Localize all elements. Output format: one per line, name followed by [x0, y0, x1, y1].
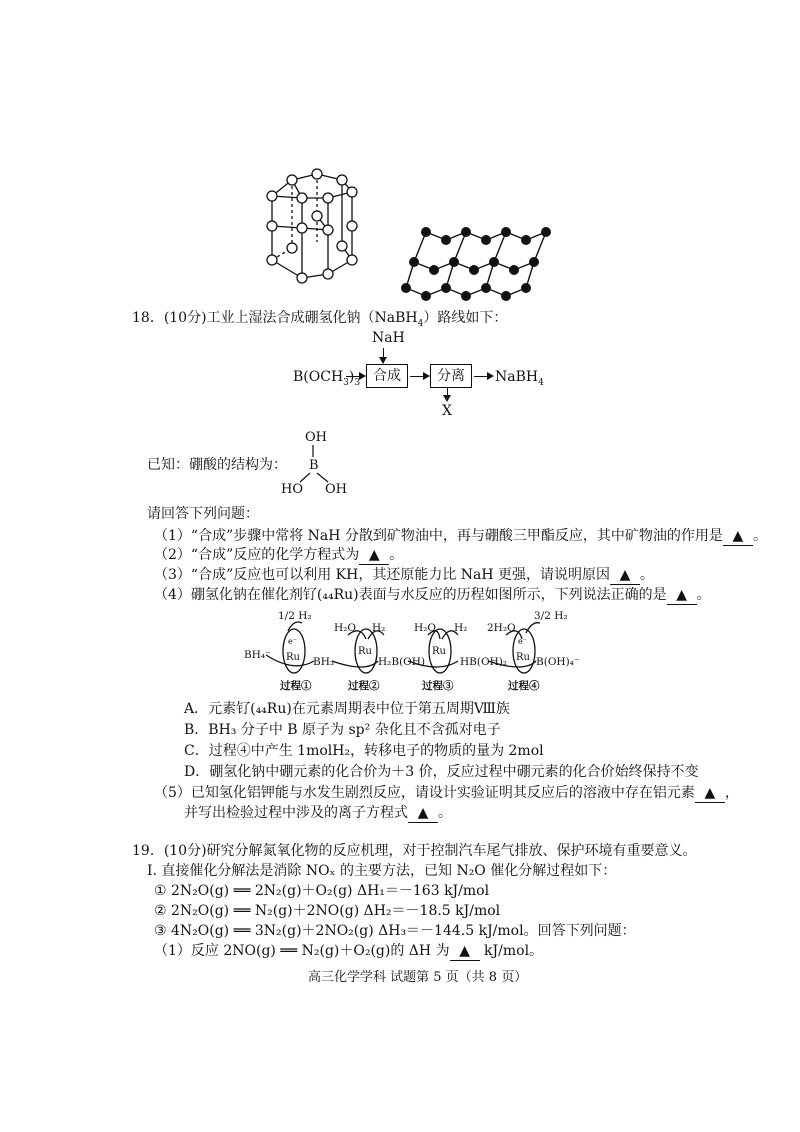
answer-blank[interactable]: ▲ [408, 804, 438, 823]
q18-option-d: D．硼氢化钠中硼元素的化合价为＋3 价，反应过程中硼元素的化合价始终保持不变 [184, 764, 699, 780]
graphite-atom [481, 283, 491, 293]
q18-option-b: B．BH₃ 分子中 B 原子为 sp² 杂化且不含孤对电子 [184, 722, 501, 738]
q18-sub4: （4）硼氢化钠在催化剂钌(₄₄Ru)表面与水反应的历程如图所示，下列说法正确的是 ▲ 。 [154, 587, 711, 603]
mech-s4-water: 2H₂O [487, 622, 516, 634]
q18-sub5-line2: 并写出检验过程中涉及的离子方程式 ▲ 。 [184, 805, 452, 821]
boric-b-center: B [309, 458, 319, 473]
mech-ru-1: Ru [286, 652, 300, 663]
mech-s3-water: H₂O [414, 622, 436, 634]
graphite-atom [449, 257, 459, 267]
flow-box-separation: 分离 [430, 364, 472, 388]
q18-sub1: （1）“合成”步骤中常将 NaH 分散到矿物油中，再与硼酸三甲酯反应，其中矿物油的作用是 ▲ 。 [154, 528, 767, 544]
graphite-atom [521, 283, 531, 293]
mech-s1-right: BH₃ [313, 656, 335, 668]
mech-ru-2: Ru [358, 646, 372, 657]
flow-output-nabh4: NaBH$_4$ [495, 369, 544, 388]
graphite-atom [469, 265, 479, 275]
q18-header: 18．(10分)工业上湿法合成硼氢化钠（NaBH$_4$）路线如下： [132, 310, 508, 329]
flow-start-material: $B(OCH_3)_3$ [293, 369, 361, 388]
flow-arrow-3 [474, 376, 492, 377]
graphite-atom [421, 227, 431, 237]
mech-e-4: e⁻ [518, 637, 527, 646]
answer-blank[interactable]: ▲ [723, 527, 753, 546]
mech-label-2: 过程② [348, 680, 380, 692]
mech-s4-right: B(OH)₄⁻ [536, 656, 580, 668]
answer-blank[interactable]: ▲ [667, 586, 697, 605]
graphite-atom [429, 265, 439, 275]
mech-s2-h2: H₂ [372, 622, 386, 634]
q18-sub5-line1: （5）已知氢化铝钾能与水发生剧烈反应，请设计实验证明其反应后的溶液中存在铝元素 ▲ ， [154, 785, 739, 801]
mech-s2-right: H₂B(OH) [378, 656, 426, 668]
graphite-atom [441, 283, 451, 293]
graphite-atom [401, 283, 411, 293]
mech-s3-h2: H₂ [454, 622, 468, 634]
graphite-atom [501, 227, 511, 237]
graphite-atom [441, 235, 451, 245]
flow-arrow-2 [410, 376, 428, 377]
graphite-atom [421, 291, 431, 301]
ru-catalysis-mechanism-figure [244, 605, 580, 695]
mech-s1-left: BH₄⁻ [244, 649, 271, 661]
graphite-atom [489, 257, 499, 267]
graphite-atom [481, 235, 491, 245]
q19-sub1: （1）反应 2NO(g) ══ N₂(g)＋O₂(g)的 ΔH 为 ▲ kJ/mol。 [154, 943, 544, 959]
flow-arrow-nah-down [383, 348, 384, 362]
q19-header: 19．(10分)研究分解氮氧化物的反应机理，对于控制汽车尾气排放、保护环境有重要意义。 [132, 843, 697, 859]
page-footer: 高三化学学科 试题第 5 页（共 8 页） [308, 970, 528, 985]
boric-acid-bonds [290, 440, 340, 488]
boric-ho-left: HO [281, 482, 303, 497]
flow-box-synthesis: 合成 [366, 364, 408, 388]
q19-part1: Ⅰ. 直接催化分解法是消除 NOₓ 的主要方法，已知 N₂O 催化分解过程如下： [147, 863, 617, 879]
mech-ru-4: Ru [516, 652, 530, 663]
q19-reaction-2: ② 2N₂O(g) ══ N₂(g)＋2NO(g) ΔH₂＝－18.5 kJ/mol [154, 903, 501, 919]
mech-s1-h2: 1/2 H₂ [278, 610, 312, 622]
q18-sub2: （2）“合成”反应的化学方程式为 ▲ 。 [154, 547, 404, 563]
mech-label-4: 过程④ [508, 680, 540, 692]
mech-s3-right: HB(OH)₂ [460, 656, 508, 668]
graphite-atom [529, 257, 539, 267]
mech-s4-h2: 3/2 H₂ [534, 610, 568, 622]
graphite-atom [461, 227, 471, 237]
flow-input-nah: NaH [372, 330, 405, 346]
hexagonal-crystal-structure-figure [262, 168, 372, 288]
graphite-atom [521, 235, 531, 245]
mech-label-1: 过程① [280, 680, 312, 692]
flow-output-x: X [442, 403, 452, 419]
graphite-atom [461, 291, 471, 301]
answer-intro: 请回答下列问题： [147, 506, 259, 522]
mech-ru-3: Ru [432, 646, 446, 657]
boric-oh-right: OH [325, 482, 347, 497]
graphite-atom [509, 265, 519, 275]
answer-blank[interactable]: ▲ [695, 784, 725, 803]
q19-reaction-3: ③ 4N₂O(g) ══ 3N₂(g)＋2NO₂(g) ΔH₃＝－144.5 kJ/mol。回答下列问题： [154, 923, 636, 939]
mech-label-3: 过程③ [422, 680, 454, 692]
q18-option-c: C．过程④中产生 1molH₂，转移电子的物质的量为 2mol [184, 743, 544, 759]
flow-arrow-x-down [447, 388, 448, 400]
q18-sub3: （3）“合成”反应也可以利用 KH，其还原能力比 NaH 更强，请说明原因 ▲ 。 [154, 567, 655, 583]
q19-reaction-1: ① 2N₂O(g) ══ 2N₂(g)＋O₂(g) ΔH₁＝－163 kJ/mol [154, 883, 490, 899]
q18-option-a: A．元素钌(₄₄Ru)在元素周期表中位于第五周期Ⅷ族 [184, 701, 510, 717]
mech-e-1: e⁻ [288, 637, 297, 646]
mech-s2-water: H₂O [334, 622, 356, 634]
layered-graphite-structure-figure [396, 218, 556, 300]
answer-blank[interactable]: ▲ [359, 546, 389, 565]
boric-oh-top: OH [305, 430, 327, 445]
known-boric-acid-label: 已知：硼酸的结构为： [147, 457, 287, 473]
answer-blank[interactable]: ▲ [610, 566, 640, 585]
flow-arrow-1 [346, 376, 364, 377]
graphite-atom [501, 291, 511, 301]
graphite-atom [409, 257, 419, 267]
answer-blank[interactable]: ▲ [450, 942, 480, 961]
graphite-atom [541, 227, 551, 237]
